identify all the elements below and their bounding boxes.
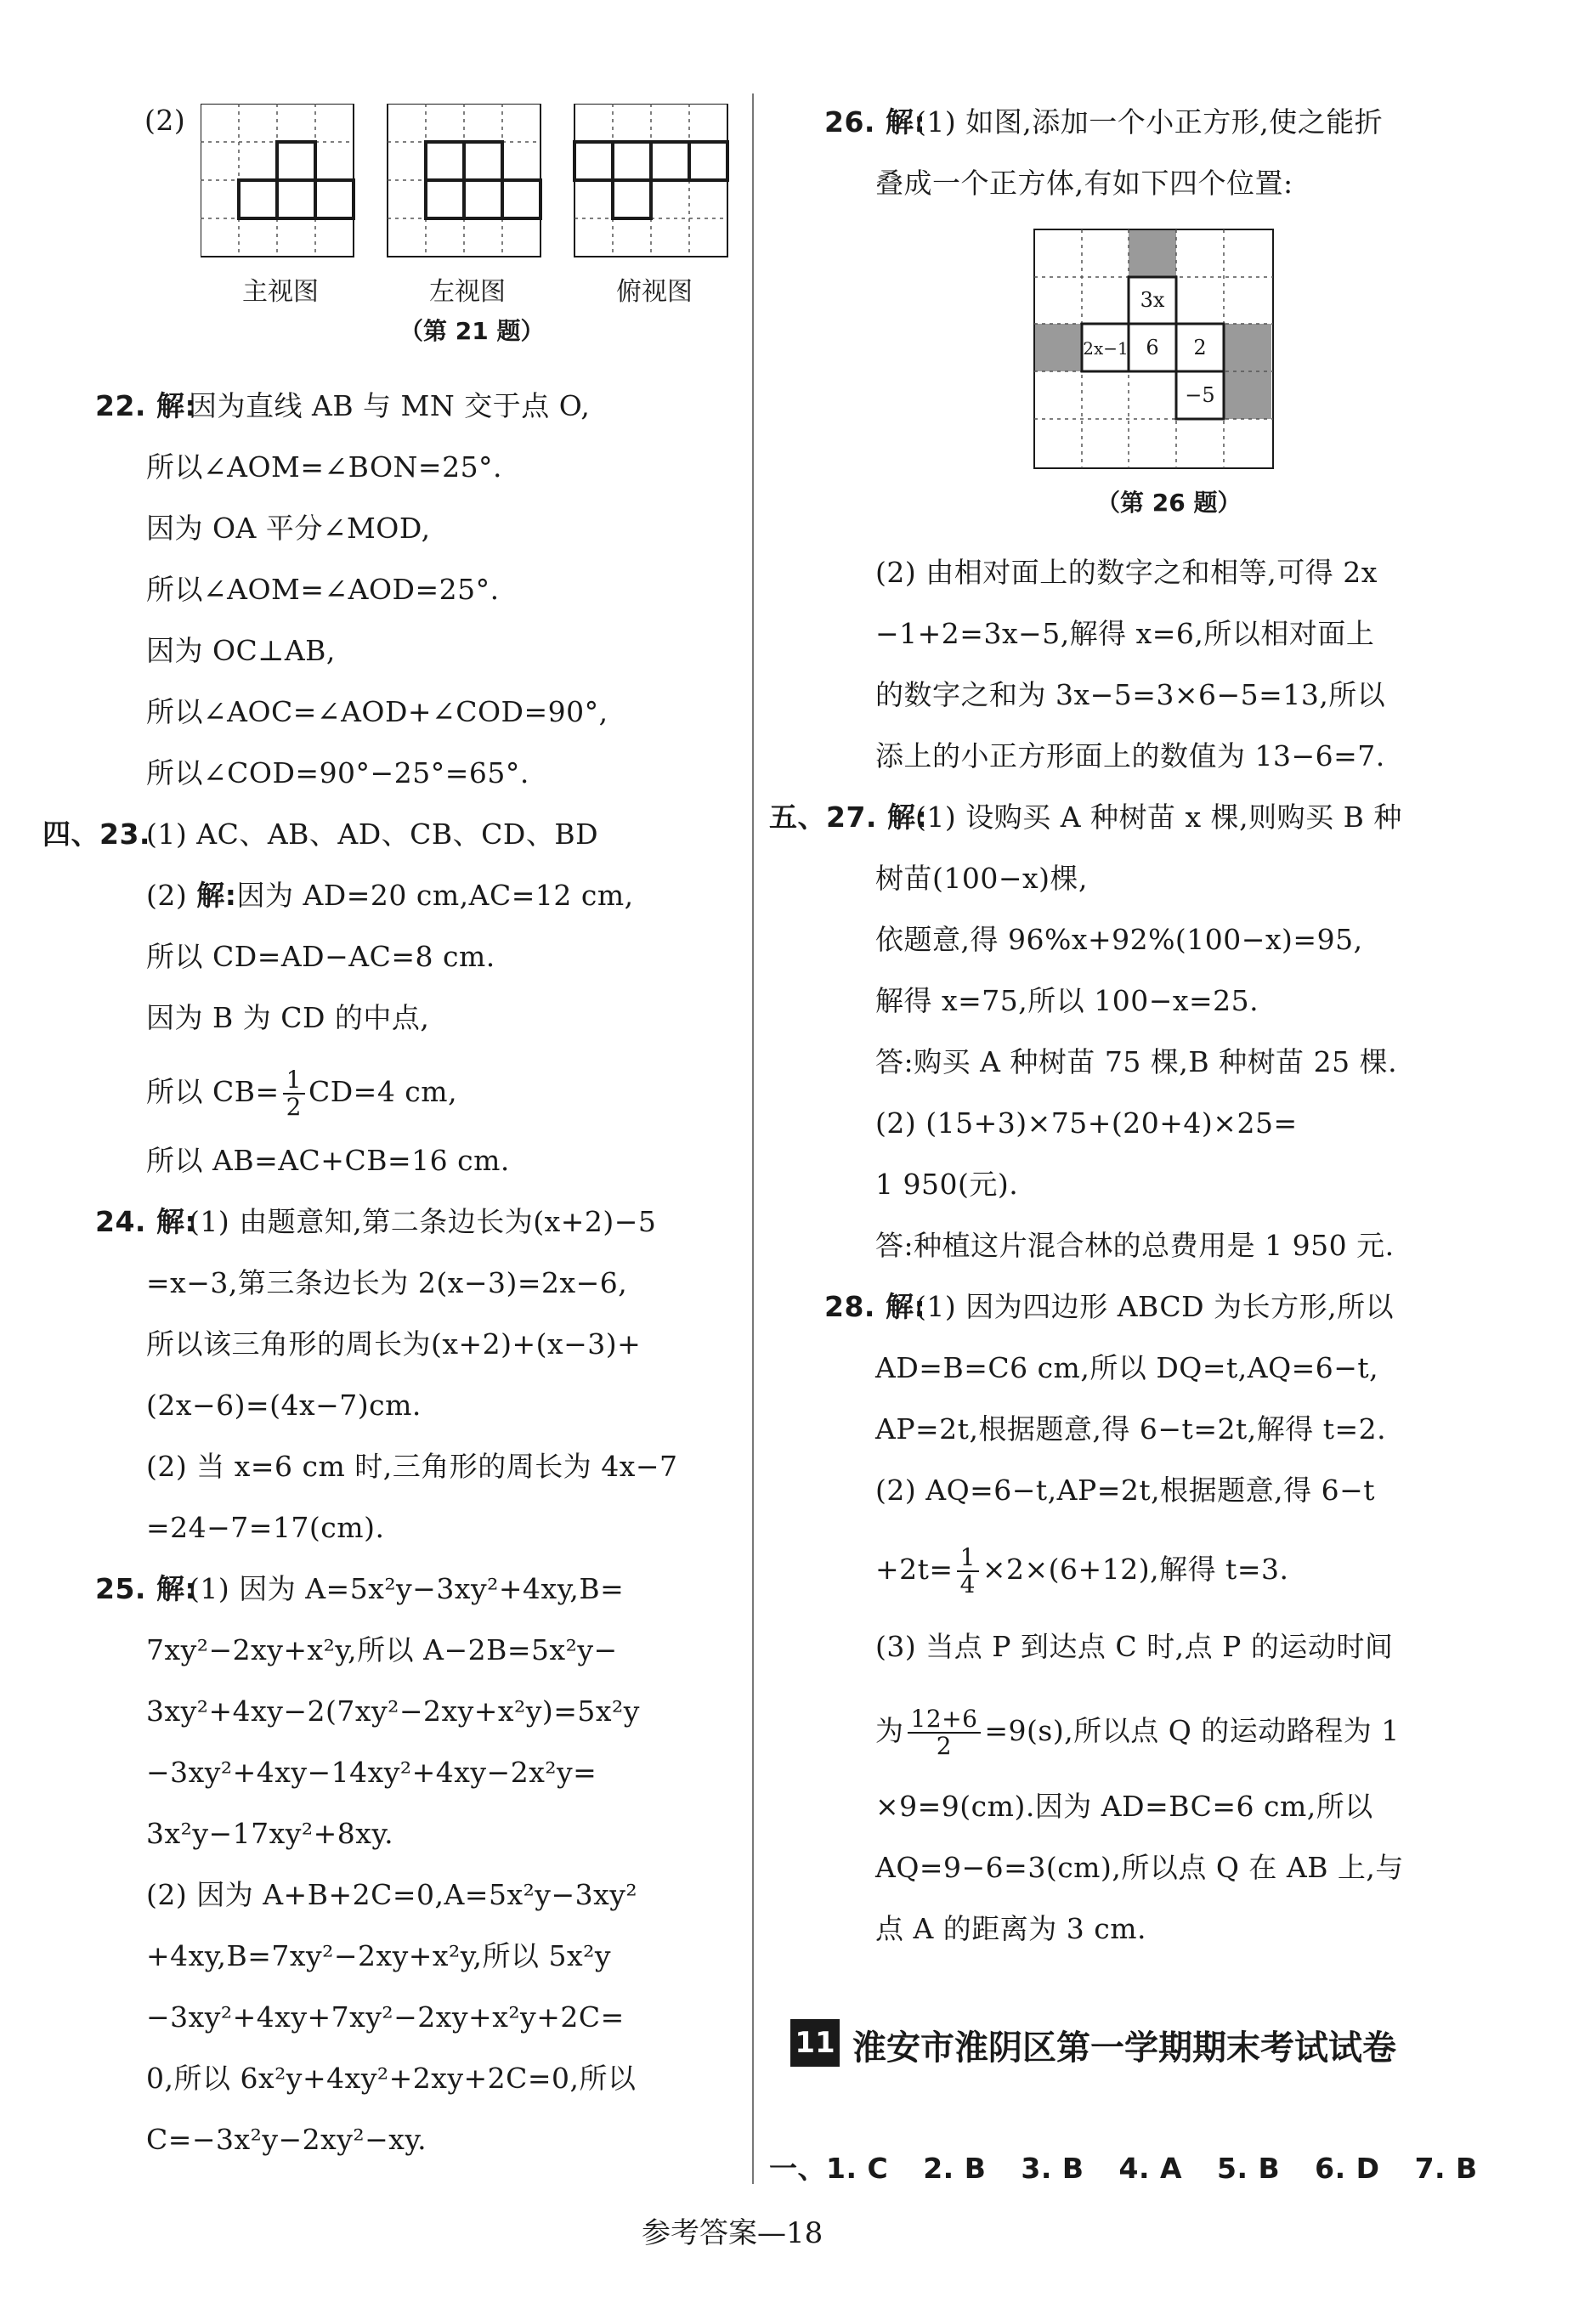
q22-line: 所以∠AOC=∠AOD+∠COD=90°, (146, 695, 608, 728)
q26-lead: 26. 解: (824, 105, 926, 139)
q23-part2-text: 因为 AD=20 cm,AC=12 cm, (236, 879, 634, 912)
q28-line: ×9=9(cm).因为 AD=BC=6 cm,所以 (875, 1790, 1373, 1823)
q22-line: 因为直线 AB 与 MN 交于点 O, (189, 389, 591, 422)
q23-line5-post: CD=4 cm, (308, 1075, 458, 1108)
answer-item: 6. D (1315, 2152, 1380, 2185)
q24-line: 所以该三角形的周长为(x+2)+(x−3)+ (146, 1327, 642, 1361)
q28-line: 点 A 的距离为 3 cm. (875, 1912, 1147, 1945)
section-number-badge: 11 (790, 2019, 840, 2067)
q22-line: 因为 OC⊥AB, (146, 634, 336, 667)
fraction-numerator: 1 (957, 1545, 979, 1572)
answer-item: 3. B (1021, 2152, 1084, 2185)
q26-line: (1) 如图,添加一个小正方形,使之能折 (915, 105, 1384, 139)
q26-line: 添上的小正方形面上的数值为 13−6=7. (875, 739, 1385, 772)
q25-line: +4xy,B=7xy²−2xy+x²y,所以 5x²y (146, 1939, 611, 1972)
q25-line: −3xy²+4xy+7xy²−2xy+x²y+2C= (146, 2000, 625, 2034)
q22-line: 所以∠COD=90°−25°=65°. (146, 756, 529, 789)
q24-lead: 24. 解: (95, 1205, 197, 1238)
column-divider (752, 93, 754, 2184)
answer-item: 2. B (923, 2152, 987, 2185)
answer-item: 7. B (1414, 2152, 1478, 2185)
q25-lead: 25. 解: (95, 1572, 197, 1605)
q25-line: C=−3x²y−2xy²−xy. (146, 2123, 427, 2156)
q21-views-figure (201, 104, 795, 265)
page-footer: 参考答案—18 (642, 2216, 823, 2250)
fraction (957, 1545, 979, 1598)
q22-line: 所以∠AOM=∠AOD=25°. (146, 573, 500, 606)
q28-line: AQ=9−6=3(cm),所以点 Q 在 AB 上,与 (875, 1851, 1404, 1884)
fraction-denominator: 2 (286, 1093, 302, 1121)
q23-part2-lead: 解: (196, 879, 237, 912)
q26-net-grid (1033, 228, 1279, 474)
view-label-top: 俯视图 (616, 277, 693, 307)
shaded-cell (1224, 371, 1271, 419)
shaded-cell (1224, 324, 1271, 371)
q22-line: 因为 OA 平分∠MOD, (146, 512, 431, 545)
q23-line5 (146, 1067, 457, 1120)
answer-item: 4. A (1118, 2152, 1183, 2185)
answer-row (769, 2150, 1478, 2187)
q27-line: 答:购买 A 种树苗 75 棵,B 种树苗 25 棵. (875, 1045, 1398, 1078)
top-view-grid (574, 104, 727, 257)
q23-line: 所以 CD=AD−AC=8 cm. (146, 940, 495, 973)
q25-line: 7xy²−2xy+x²y,所以 A−2B=5x²y− (146, 1633, 618, 1666)
view-label-front: 主视图 (242, 277, 319, 307)
q27-line: 答:种植这片混合林的总费用是 1 950 元. (875, 1229, 1395, 1262)
section-title: 淮安市淮阴区第一学期期末考试试卷 (852, 2028, 1396, 2068)
left-view-grid (388, 104, 540, 257)
q22-lead: 22. 解: (95, 389, 197, 422)
shaded-cell (1129, 229, 1176, 277)
shaded-cell (1034, 324, 1082, 371)
q28-line7-pre: 为 (875, 1714, 904, 1747)
q25-line: 3x²y−17xy²+8xy. (146, 1817, 394, 1850)
q25-line: −3xy²+4xy−14xy²+4xy−2x²y= (146, 1756, 597, 1789)
q21-label: (2) (144, 104, 186, 137)
view-label-left: 左视图 (429, 277, 506, 307)
q26-line: (2) 由相对面上的数字之和相等,可得 2x (875, 556, 1378, 589)
fraction-numerator: 1 (283, 1067, 305, 1095)
q27-lead: 五、27. 解: (769, 801, 928, 834)
q28-line: AD=B=C6 cm,所以 DQ=t,AQ=6−t, (875, 1351, 1379, 1384)
q27-line: (1) 设购买 A 种树苗 x 棵,则购买 B 种 (915, 801, 1402, 834)
q25-line: 0,所以 6x²y+4xy²+2xy+2C=0,所以 (146, 2062, 637, 2095)
q28-line5-pre: +2t= (875, 1553, 954, 1586)
fraction-numerator: 12+6 (908, 1706, 982, 1734)
q21-caption: （第 21 题） (399, 317, 545, 345)
q24-line: =24−7=17(cm). (146, 1511, 385, 1544)
q26-caption: （第 26 题） (1096, 489, 1242, 517)
q28-line5-post: ×2×(6+12),解得 t=3. (982, 1553, 1289, 1586)
grid-label-3x: 3x (1140, 288, 1165, 312)
q27-line: (2) (15+3)×75+(20+4)×25= (875, 1106, 1298, 1140)
q23-lead: 四、23. (42, 818, 150, 851)
q23-line: (1) AC、AB、AD、CB、CD、BD (146, 818, 599, 851)
front-view-grid (201, 104, 354, 257)
q28-line5 (875, 1545, 1288, 1598)
answer-item: 1. C (826, 2152, 889, 2185)
q26-line: −1+2=3x−5,解得 x=6,所以相对面上 (875, 617, 1375, 650)
q28-line7 (875, 1706, 1400, 1759)
q23-line: 因为 B 为 CD 的中点, (146, 1001, 430, 1034)
answer-row-lead: 一、 (769, 2152, 826, 2185)
grid-label-6: 6 (1146, 336, 1159, 359)
q25-line: 3xy²+4xy−2(7xy²−2xy+x²y)=5x²y (146, 1694, 640, 1728)
q27-line: 树苗(100−x)棵, (875, 862, 1088, 895)
fraction (908, 1706, 982, 1759)
q26-line: 叠成一个正方体,有如下四个位置: (875, 167, 1293, 200)
q23-part2-label: (2) (146, 879, 188, 912)
q24-line: (1) 由题意知,第二条边长为(x+2)−5 (189, 1205, 657, 1238)
q27-line: 1 950(元). (875, 1168, 1019, 1201)
q27-line: 解得 x=75,所以 100−x=25. (875, 984, 1259, 1017)
q28-line: (2) AQ=6−t,AP=2t,根据题意,得 6−t (875, 1474, 1375, 1507)
grid-label-2x-1: 2x−1 (1083, 338, 1129, 359)
fraction-denominator: 4 (959, 1570, 976, 1598)
q24-line: =x−3,第三条边长为 2(x−3)=2x−6, (146, 1266, 628, 1299)
q28-line: (3) 当点 P 到达点 C 时,点 P 的运动时间 (875, 1630, 1394, 1663)
q28-line: (1) 因为四边形 ABCD 为长方形,所以 (915, 1290, 1395, 1323)
fraction-denominator: 2 (936, 1732, 953, 1760)
q22-line: 所以∠AOM=∠BON=25°. (146, 450, 503, 484)
q27-line: 依题意,得 96%x+92%(100−x)=95, (875, 923, 1363, 956)
q23-line2 (146, 877, 634, 914)
fraction (283, 1067, 305, 1120)
q28-line: AP=2t,根据题意,得 6−t=2t,解得 t=2. (875, 1412, 1387, 1446)
q23-line: 所以 AB=AC+CB=16 cm. (146, 1144, 510, 1177)
q25-line: (2) 因为 A+B+2C=0,A=5x²y−3xy² (146, 1878, 638, 1911)
grid-label-2: 2 (1193, 336, 1207, 359)
q24-line: (2) 当 x=6 cm 时,三角形的周长为 4x−7 (146, 1450, 678, 1483)
grid-label-neg5: −5 (1185, 383, 1215, 407)
q28-lead: 28. 解: (824, 1290, 926, 1323)
q25-line: (1) 因为 A=5x²y−3xy²+4xy,B= (189, 1572, 625, 1605)
q28-line7-post: =9(s),所以点 Q 的运动路程为 1 (984, 1714, 1400, 1747)
answer-item: 5. B (1217, 2152, 1281, 2185)
q24-line: (2x−6)=(4x−7)cm. (146, 1389, 422, 1422)
q26-line: 的数字之和为 3x−5=3×6−5=13,所以 (875, 678, 1386, 711)
q23-line5-pre: 所以 CB= (146, 1075, 280, 1108)
